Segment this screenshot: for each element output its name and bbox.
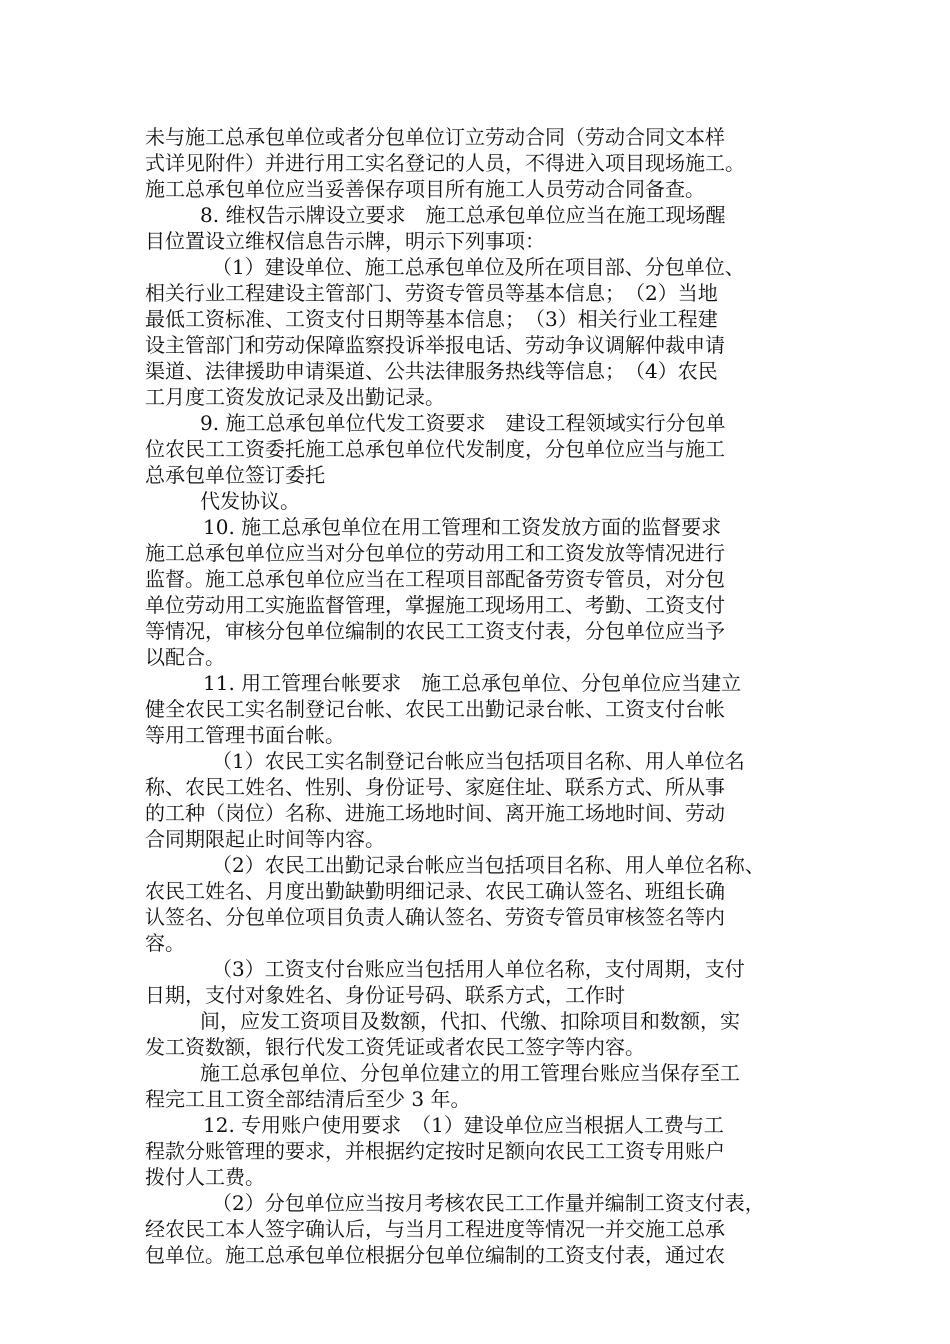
text-line: 包单位。施工总承包单位根据分包单位编制的工资支付表，通过农 — [145, 1243, 725, 1267]
text-line: 等情况，审核分包单位编制的农民工工资支付表，分包单位应当予 — [145, 619, 725, 643]
text-line: 渠道、法律援助申请渠道、公共法律服务热线等信息； （4）农民 — [145, 359, 718, 383]
text-line: 合同期限起止时间等内容。 — [145, 827, 385, 851]
text-line: 农民工姓名、月度出勤缺勤明细记录、农民工确认签名、班组长确 — [145, 879, 725, 903]
text-line: 相关行业工程建设主管部门、劳资专管员等基本信息； （2）当地 — [145, 281, 718, 305]
text-line: （1）农民工实名制登记台帐应当包括项目名称、用人单位名 — [212, 749, 745, 773]
text-line: 设主管部门和劳动保障监察投诉举报电话、劳动争议调解仲裁申请 — [145, 333, 725, 357]
text-line: 以配合。 — [145, 645, 225, 669]
text-line: 施工总承包单位应当对分包单位的劳动用工和工资发放等情况进行 — [145, 541, 725, 565]
heading-item-11: 11. 用工管理台帐要求 施工总承包单位、分包单位应当建立 — [203, 671, 742, 695]
text-line: 间，应发工资项目及数额，代扣、代缴、扣除项目和数额，实 — [200, 1009, 740, 1033]
heading-item-8: 8. 维权告示牌设立要求 施工总承包单位应当在施工现场醒 — [200, 203, 726, 227]
text-line: 认签名、分包单位项目负责人确认签名、劳资专管员审核签名等内 — [145, 905, 725, 929]
text-line: 发工资数额，银行代发工资凭证或者农民工签字等内容。 — [145, 1035, 645, 1059]
text-line: 总承包单位签订委托 — [145, 463, 325, 487]
text-line: 容。 — [145, 931, 185, 955]
text-line: （2）分包单位应当按月考核农民工工作量并编制工资支付表， — [212, 1191, 765, 1215]
text-line: 程款分账管理的要求，并根据约定按时足额向农民工工资专用账户 — [145, 1139, 725, 1163]
text-line: 程完工且工资全部结清后至少 3 年。 — [145, 1087, 471, 1111]
text-line: 代发协议。 — [200, 489, 300, 513]
text-line: 工月度工资发放记录及出勤记录。 — [145, 385, 445, 409]
text-line: 称、农民工姓名、性别、身份证号、家庭住址、联系方式、所从事 — [145, 775, 725, 799]
text-line: 经农民工本人签字确认后，与当月工程进度等情况一并交施工总承 — [145, 1217, 725, 1241]
text-line: 健全农民工实名制登记台帐、农民工出勤记录台帐、工资支付台帐 — [145, 697, 725, 721]
text-line: 施工总承包单位应当妥善保存项目所有施工人员劳动合同备查。 — [145, 177, 705, 201]
text-line: 单位劳动用工实施监督管理，掌握施工现场用工、考勤、工资支付 — [145, 593, 725, 617]
text-line: 式详见附件）并进行用工实名登记的人员，不得进入项目现场施工。 — [145, 151, 745, 175]
text-line: （3）工资支付台账应当包括用人单位名称，支付周期，支付 — [212, 957, 745, 981]
text-line: 最低工资标准、工资支付日期等基本信息； （3）相关行业工程建 — [145, 307, 718, 331]
heading-item-10: 10. 施工总承包单位在用工管理和工资发放方面的监督要求 — [203, 515, 722, 539]
text-line: 的工种（岗位）名称、进施工场地时间、离开施工场地时间、劳动 — [145, 801, 725, 825]
text-line: 监督。施工总承包单位应当在工程项目部配备劳资专管员，对分包 — [145, 567, 725, 591]
text-line: 未与施工总承包单位或者分包单位订立劳动合同（劳动合同文本样 — [145, 125, 725, 149]
text-line: 等用工管理书面台帐。 — [145, 723, 345, 747]
text-line: 目位置设立维权信息告示牌，明示下列事项： — [145, 229, 545, 253]
text-line: （1）建设单位、施工总承包单位及所在项目部、分包单位、 — [212, 255, 745, 279]
text-line: 日期，支付对象姓名、身份证号码、联系方式，工作时 — [145, 983, 625, 1007]
text-line: （2）农民工出勤记录台帐应当包括项目名称、用人单位名称、 — [212, 853, 765, 877]
text-line: 施工总承包单位、分包单位建立的用工管理台账应当保存至工 — [200, 1061, 740, 1085]
heading-item-12: 12. 专用账户使用要求 （1）建设单位应当根据人工费与工 — [203, 1113, 724, 1137]
text-line: 拨付人工费。 — [145, 1165, 265, 1189]
heading-item-9: 9. 施工总承包单位代发工资要求 建设工程领域实行分包单 — [200, 411, 726, 435]
text-line: 位农民工工资委托施工总承包单位代发制度，分包单位应当与施工 — [145, 437, 725, 461]
